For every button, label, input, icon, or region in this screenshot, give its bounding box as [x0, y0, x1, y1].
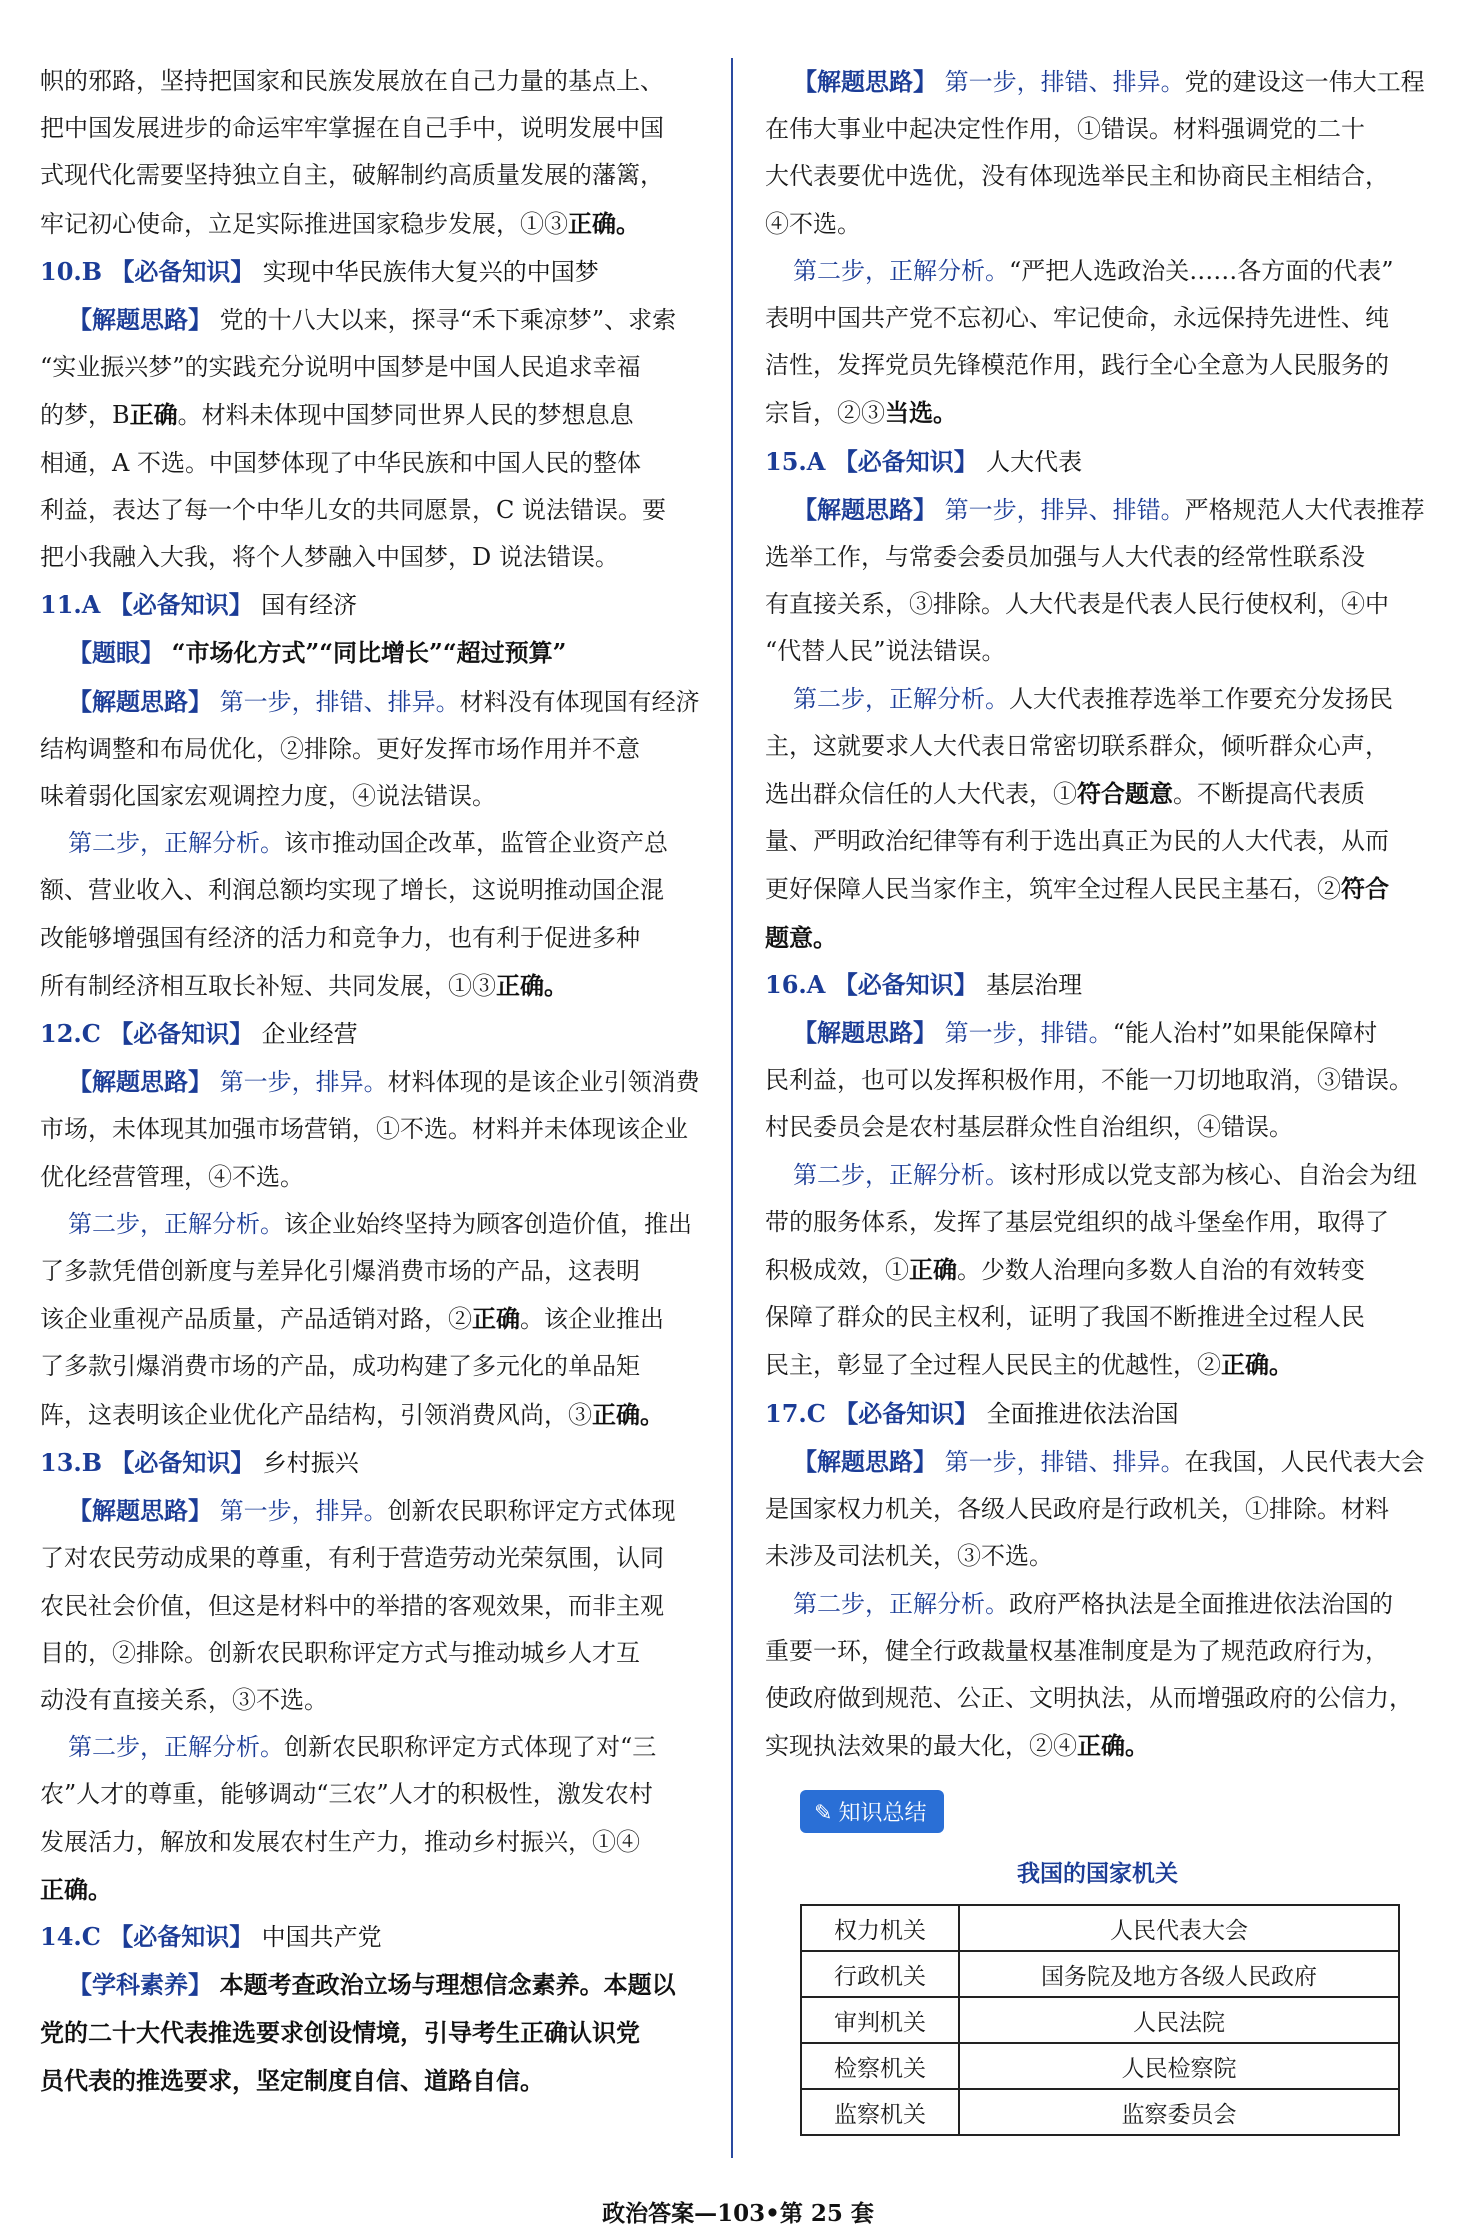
table-cell: 国务院及地方各级人民政府: [959, 1951, 1399, 1997]
q12-line: 第二步，正解分析。该企业始终坚持为顾客创造价值，推出: [68, 1209, 692, 1238]
q13-line: 正确。: [40, 1874, 112, 1904]
question-13-header: 13.B 【必备知识】 乡村振兴: [40, 1447, 359, 1477]
q10-line: 的梦，B正确。材料未体现中国梦同世界人民的梦想息息: [40, 400, 634, 430]
q14-line: 员代表的推选要求，坚定制度自信、道路自信。: [40, 2065, 544, 2095]
right-column: [765, 58, 1430, 2136]
q10-line: 【解题思路】 党的十八大以来，探寻“禾下乘凉梦”、求索: [68, 305, 677, 335]
q16-line: 民主，彰显了全过程人民民主的优越性，②正确。: [765, 1350, 1293, 1380]
q17-line: 实现执法效果的最大化，②④正确。: [765, 1731, 1149, 1761]
q12-line: 市场，未体现其加强市场营销，①不选。材料并未体现该企业: [40, 1115, 688, 1144]
q16-line: 积极成效，①正确。少数人治理向多数人自治的有效转变: [765, 1255, 1365, 1285]
table-cell: 监察机关: [801, 2089, 959, 2135]
column-divider: [731, 58, 733, 2158]
text-line: 牢记初心使命，立足实际推进国家稳步发展，①③正确。: [40, 208, 640, 238]
question-15-header: 15.A 【必备知识】 人大代表: [765, 446, 1083, 476]
q17-line: 重要一环，健全行政裁量权基准制度是为了规范政府行为，: [765, 1636, 1389, 1665]
page-footer: 政治答案—103•第 25 套: [602, 2200, 874, 2227]
q17-line: 是国家权力机关，各级人民政府是行政机关，①排除。材料: [765, 1495, 1389, 1524]
q10-line: “实业振兴梦”的实践充分说明中国梦是中国人民追求幸福: [40, 353, 641, 382]
q12-line: 【解题思路】 第一步，排异。材料体现的是该企业引领消费: [68, 1067, 700, 1097]
q17-line: 使政府做到规范、公正、文明执法，从而增强政府的公信力，: [765, 1683, 1413, 1712]
table-row: [801, 2043, 1399, 2089]
q11-line: 【解题思路】 第一步，排错、排异。材料没有体现国有经济: [68, 686, 700, 716]
question-12-header: 12.C 【必备知识】 企业经营: [40, 1019, 358, 1049]
q15-line: 量、严明政治纪律等有利于选出真正为民的人大代表，从而: [765, 827, 1389, 856]
table-row: [801, 1905, 1399, 1951]
text-line: 式现代化需要坚持独立自主，破解制约高质量发展的藩篱，: [40, 161, 664, 190]
q11-line: 第二步，正解分析。该市推动国企改革，监管企业资产总: [68, 829, 668, 858]
q15-line: 选出群众信任的人大代表，①符合题意。不断提高代表质: [765, 779, 1365, 809]
q13-line: 第二步，正解分析。创新农民职称评定方式体现了对“三: [68, 1733, 657, 1762]
question-16-header: 16.A 【必备知识】 基层治理: [765, 969, 1083, 999]
q15-line: 更好保障人民当家作主，筑牢全过程人民民主基石，②符合: [765, 874, 1389, 904]
q14b-line: 第二步，正解分析。“严把人选政治关……各方面的代表”: [793, 256, 1394, 285]
q10-line: 相通，A 不选。中国梦体现了中华民族和中国人民的整体: [40, 448, 641, 477]
q13-line: 农”人才的尊重，能够调动“三农”人才的积极性，激发农村: [40, 1780, 653, 1809]
q15-line: 有直接关系，③排除。人大代表是代表人民行使权利，④中: [765, 590, 1389, 619]
table-cell: 人民法院: [959, 1997, 1399, 2043]
q11-line: 所有制经济相互取长补短、共同发展，①③正确。: [40, 970, 568, 1000]
q17-line: 未涉及司法机关，③不选。: [765, 1542, 1053, 1571]
q11-line: 味着弱化国家宏观调控力度，④说法错误。: [40, 782, 496, 811]
q16-line: 保障了群众的民主权利，证明了我国不断推进全过程人民: [765, 1303, 1365, 1332]
q12-line: 阵，这表明该企业优化产品结构，引领消费风尚，③正确。: [40, 1399, 664, 1429]
q14b-line: 【解题思路】 第一步，排错、排异。党的建设这一伟大工程: [793, 67, 1425, 96]
question-11-header: 11.A 【必备知识】 国有经济: [40, 590, 358, 620]
q12-line: 该企业重视产品质量，产品适销对路，②正确。该企业推出: [40, 1304, 664, 1334]
knowledge-summary-badge: ✎ 知识总结: [800, 1790, 944, 1833]
table-cell: 行政机关: [801, 1951, 959, 1997]
q14-line: 党的二十大代表推选要求创设情境，引导考生正确认识党: [40, 2018, 640, 2048]
table-cell: 监察委员会: [959, 2089, 1399, 2135]
table-cell: 人民代表大会: [959, 1905, 1399, 1951]
q11-line: 改能够增强国有经济的活力和竞争力，也有利于促进多种: [40, 923, 640, 952]
q12-line: 优化经营管理，④不选。: [40, 1162, 304, 1191]
q15-line: 主，这就要求人大代表日常密切联系群众，倾听群众心声，: [765, 731, 1389, 760]
q13-line: 发展活力，解放和发展农村生产力，推动乡村振兴，①④: [40, 1827, 640, 1856]
table-title: 我国的国家机关: [1017, 1860, 1178, 1888]
q15-line: “代替人民”说法错误。: [765, 637, 1006, 666]
q10-line: 利益，表达了每一个中华儿女的共同愿景，C 说法错误。要: [40, 495, 666, 524]
text-line: 帜的邪路，坚持把国家和民族发展放在自己力量的基点上、: [40, 67, 664, 95]
q14-line: 【学科素养】 本题考查政治立场与理想信念素养。本题以: [68, 1970, 676, 2000]
table-cell: 检察机关: [801, 2043, 959, 2089]
q13-line: 【解题思路】 第一步，排异。创新农民职称评定方式体现: [68, 1496, 676, 1526]
q15-line: 选举工作，与常委会委员加强与人大代表的经常性联系没: [765, 543, 1365, 572]
q14b-line: 在伟大事业中起决定性作用，①错误。材料强调党的二十: [765, 115, 1365, 144]
q15-line: 【解题思路】 第一步，排异、排错。严格规范人大代表推荐: [793, 494, 1425, 524]
q14b-line: 大代表要优中选优，没有体现选举民主和协商民主相结合，: [765, 162, 1389, 191]
q15-line: 题意。: [765, 922, 837, 952]
q16-line: 【解题思路】 第一步，排错。“能人治村”如果能保障村: [793, 1018, 1378, 1048]
question-10-header: 10.B 【必备知识】 实现中华民族伟大复兴的中国梦: [40, 256, 599, 286]
question-14-header: 14.C 【必备知识】 中国共产党: [40, 1921, 382, 1951]
q10-line: 把小我融入大我，将个人梦融入中国梦，D 说法错误。: [40, 543, 619, 572]
q11-line: 额、营业收入、利润总额均实现了增长，这说明推动国企混: [40, 876, 664, 905]
q13-line: 了对农民劳动成果的尊重，有利于营造劳动光荣氛围，认同: [40, 1544, 664, 1573]
q16-line: 第二步，正解分析。该村形成以党支部为核心、自治会为纽: [793, 1160, 1417, 1189]
table-row: [801, 2089, 1399, 2135]
q11-yan: 【题眼】 “市场化方式”“同比增长”“超过预算”: [68, 638, 567, 668]
question-17-header: 17.C 【必备知识】 全面推进依法治国: [765, 1398, 1179, 1428]
q16-line: 民利益，也可以发挥积极作用，不能一刀切地取消，③错误。: [765, 1066, 1413, 1095]
table-cell: 审判机关: [801, 1997, 959, 2043]
text-line: 把中国发展进步的命运牢牢掌握在自己手中，说明发展中国: [40, 114, 664, 143]
q14b-line: 洁性，发挥党员先锋模范作用，践行全心全意为人民服务的: [765, 351, 1389, 380]
table-row: [801, 1951, 1399, 1997]
state-organs-table: [800, 1904, 1400, 2136]
table-row: [801, 1997, 1399, 2043]
q17-line: 第二步，正解分析。政府严格执法是全面推进依法治国的: [793, 1589, 1393, 1618]
q14b-line: 表明中国共产党不忘初心、牢记使命，永远保持先进性、纯: [765, 304, 1389, 333]
q13-line: 农民社会价值，但这是材料中的举措的客观效果，而非主观: [40, 1591, 664, 1620]
sparkle-pen-icon: ✎: [814, 1801, 833, 1827]
q15-line: 第二步，正解分析。人大代表推荐选举工作要充分发扬民: [793, 684, 1393, 713]
table-cell: 权力机关: [801, 1905, 959, 1951]
q11-line: 结构调整和布局优化，②排除。更好发挥市场作用并不意: [40, 734, 640, 763]
q13-line: 目的，②排除。创新农民职称评定方式与推动城乡人才互: [40, 1638, 640, 1667]
q14b-line: ④不选。: [765, 209, 861, 238]
q16-line: 带的服务体系，发挥了基层党组织的战斗堡垒作用，取得了: [765, 1207, 1389, 1236]
q12-line: 了多款凭借创新度与差异化引爆消费市场的产品，这表明: [40, 1257, 640, 1286]
table-cell: 人民检察院: [959, 2043, 1399, 2089]
q16-line: 村民委员会是农村基层群众性自治组织，④错误。: [765, 1113, 1293, 1142]
q13-line: 动没有直接关系，③不选。: [40, 1685, 328, 1714]
q17-line: 【解题思路】 第一步，排错、排异。在我国，人民代表大会: [793, 1446, 1425, 1476]
left-column: [40, 58, 705, 2104]
q12-line: 了多款引爆消费市场的产品，成功构建了多元化的单品矩: [40, 1352, 640, 1381]
q14b-line: 宗旨，②③当选。: [765, 398, 957, 428]
